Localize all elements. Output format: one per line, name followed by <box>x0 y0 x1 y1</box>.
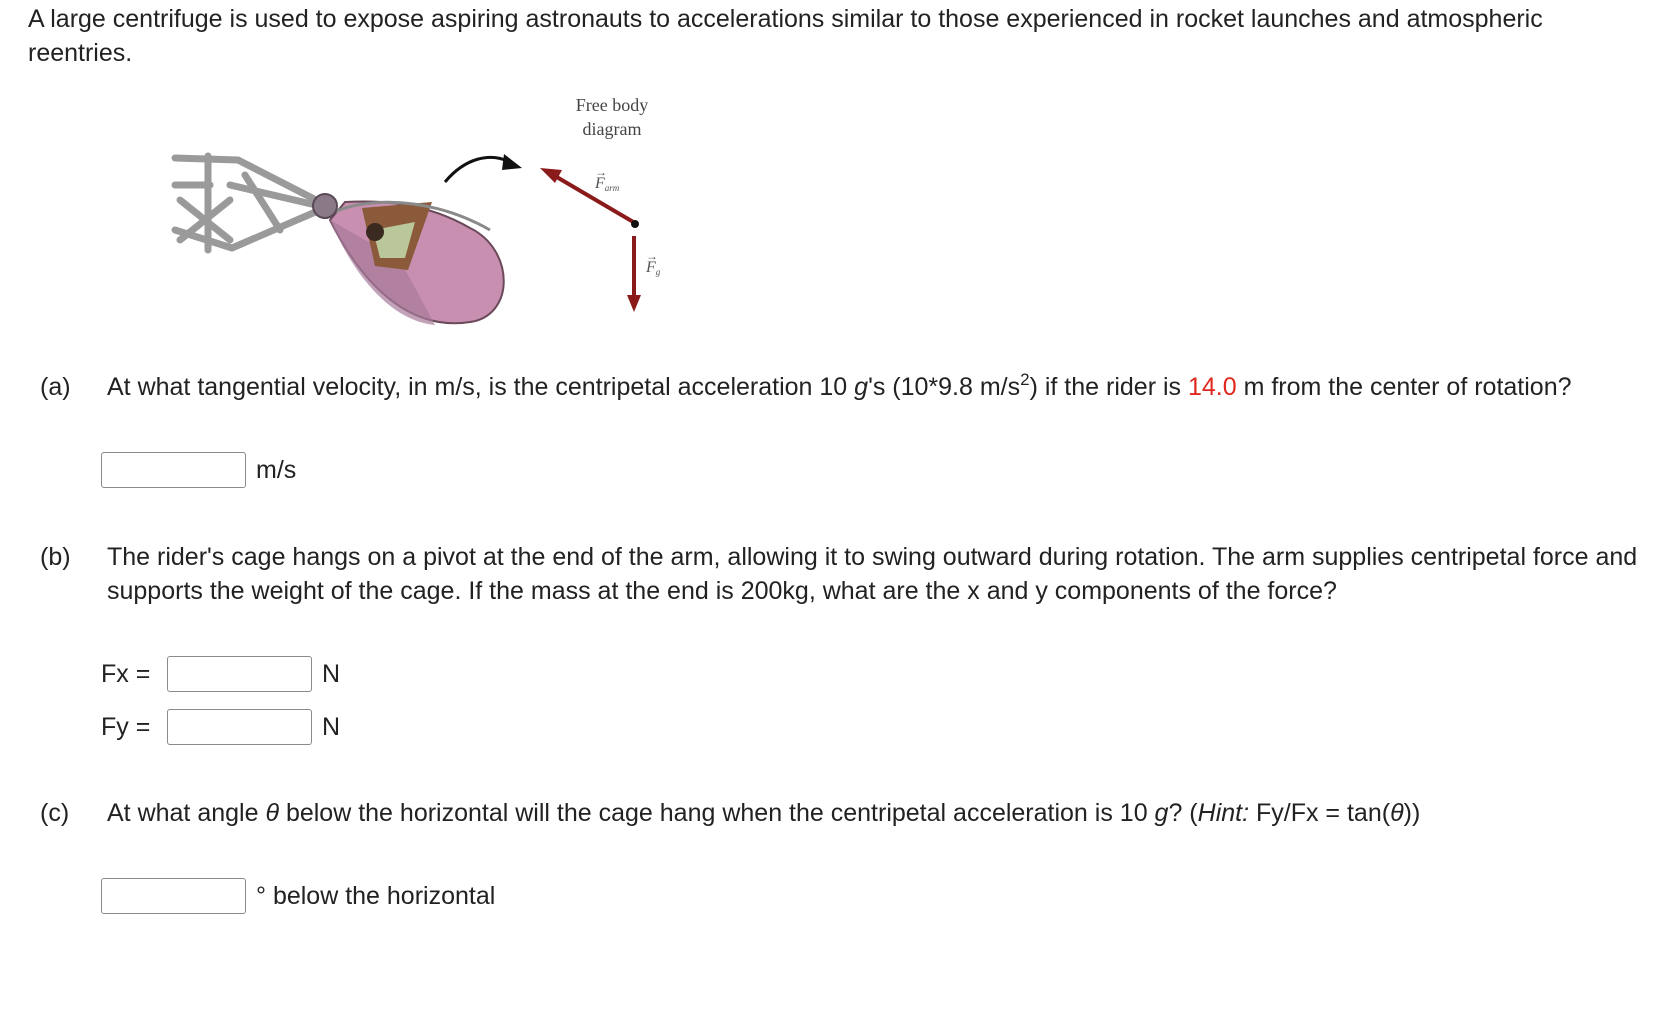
part-b-letter: (b) <box>40 543 71 571</box>
part-a-question: At what tangential velocity, in m/s, is the centripetal acceleration 10 g's (10*9.8 $m/s^2$) if the rider is 14.0 m from the center of rotation? <box>107 370 1572 401</box>
part-b-question: The rider's cage hangs on a pivot at the end of the arm, allowing it to swing outward during rotation. The arm supplies centripetal force and supports the weight of the cage. If the mass at the end is 200kg, what are the x and y components of the force? <box>107 543 1638 605</box>
fy-unit: N <box>322 713 341 741</box>
fy-input[interactable] <box>167 709 312 745</box>
centrifuge-arm-frame <box>175 156 320 250</box>
fbd-title-line2: diagram <box>582 119 642 139</box>
part-c-letter: (c) <box>40 799 70 827</box>
rotation-arrow-icon <box>445 154 522 182</box>
part-c <box>40 796 1660 830</box>
fbd-point <box>631 220 639 228</box>
angle-unit: ° below the horizontal <box>256 882 496 910</box>
fbd-title-line1: Free body <box>575 95 649 115</box>
part-c-answer-row <box>101 876 495 916</box>
velocity-input[interactable] <box>101 452 246 488</box>
part-c-question: At what angle θ below the horizontal will the cage hang when the centripetal acceleration is 10 g? (Hint: Fy/Fx = tan(θ)) <box>107 799 1421 827</box>
centrifuge-figure <box>170 90 730 350</box>
force-gravity-arrow <box>627 236 641 312</box>
part-a <box>40 370 1660 404</box>
part-b <box>40 540 1660 608</box>
angle-input[interactable] <box>101 878 246 914</box>
vector-arrow-icon: → <box>646 249 658 263</box>
part-a-letter: (a) <box>40 373 71 401</box>
radius-value: 14.0 <box>1187 373 1237 401</box>
part-a-answer-row <box>101 450 296 490</box>
fy-label: Fy = <box>101 713 151 741</box>
force-arm-arrow <box>540 168 635 223</box>
force-gravity-label: Fg <box>646 259 661 277</box>
vector-arrow-icon: → <box>595 165 607 179</box>
fy-answer-row <box>101 707 340 747</box>
rider-cage <box>326 201 504 325</box>
force-arm-label: Farm <box>595 175 620 193</box>
fx-input[interactable] <box>167 656 312 692</box>
centrifuge-illustration <box>170 90 730 350</box>
fx-label: Fx = <box>101 660 151 688</box>
fx-unit: N <box>322 660 341 688</box>
pivot-joint <box>313 194 337 218</box>
problem-intro: A large centrifuge is used to expose aspiring astronauts to accelerations similar to those experienced in rocket launches and atmospheric reentries. <box>28 5 1543 67</box>
velocity-unit: m/s <box>256 456 297 484</box>
fx-answer-row <box>101 654 340 694</box>
